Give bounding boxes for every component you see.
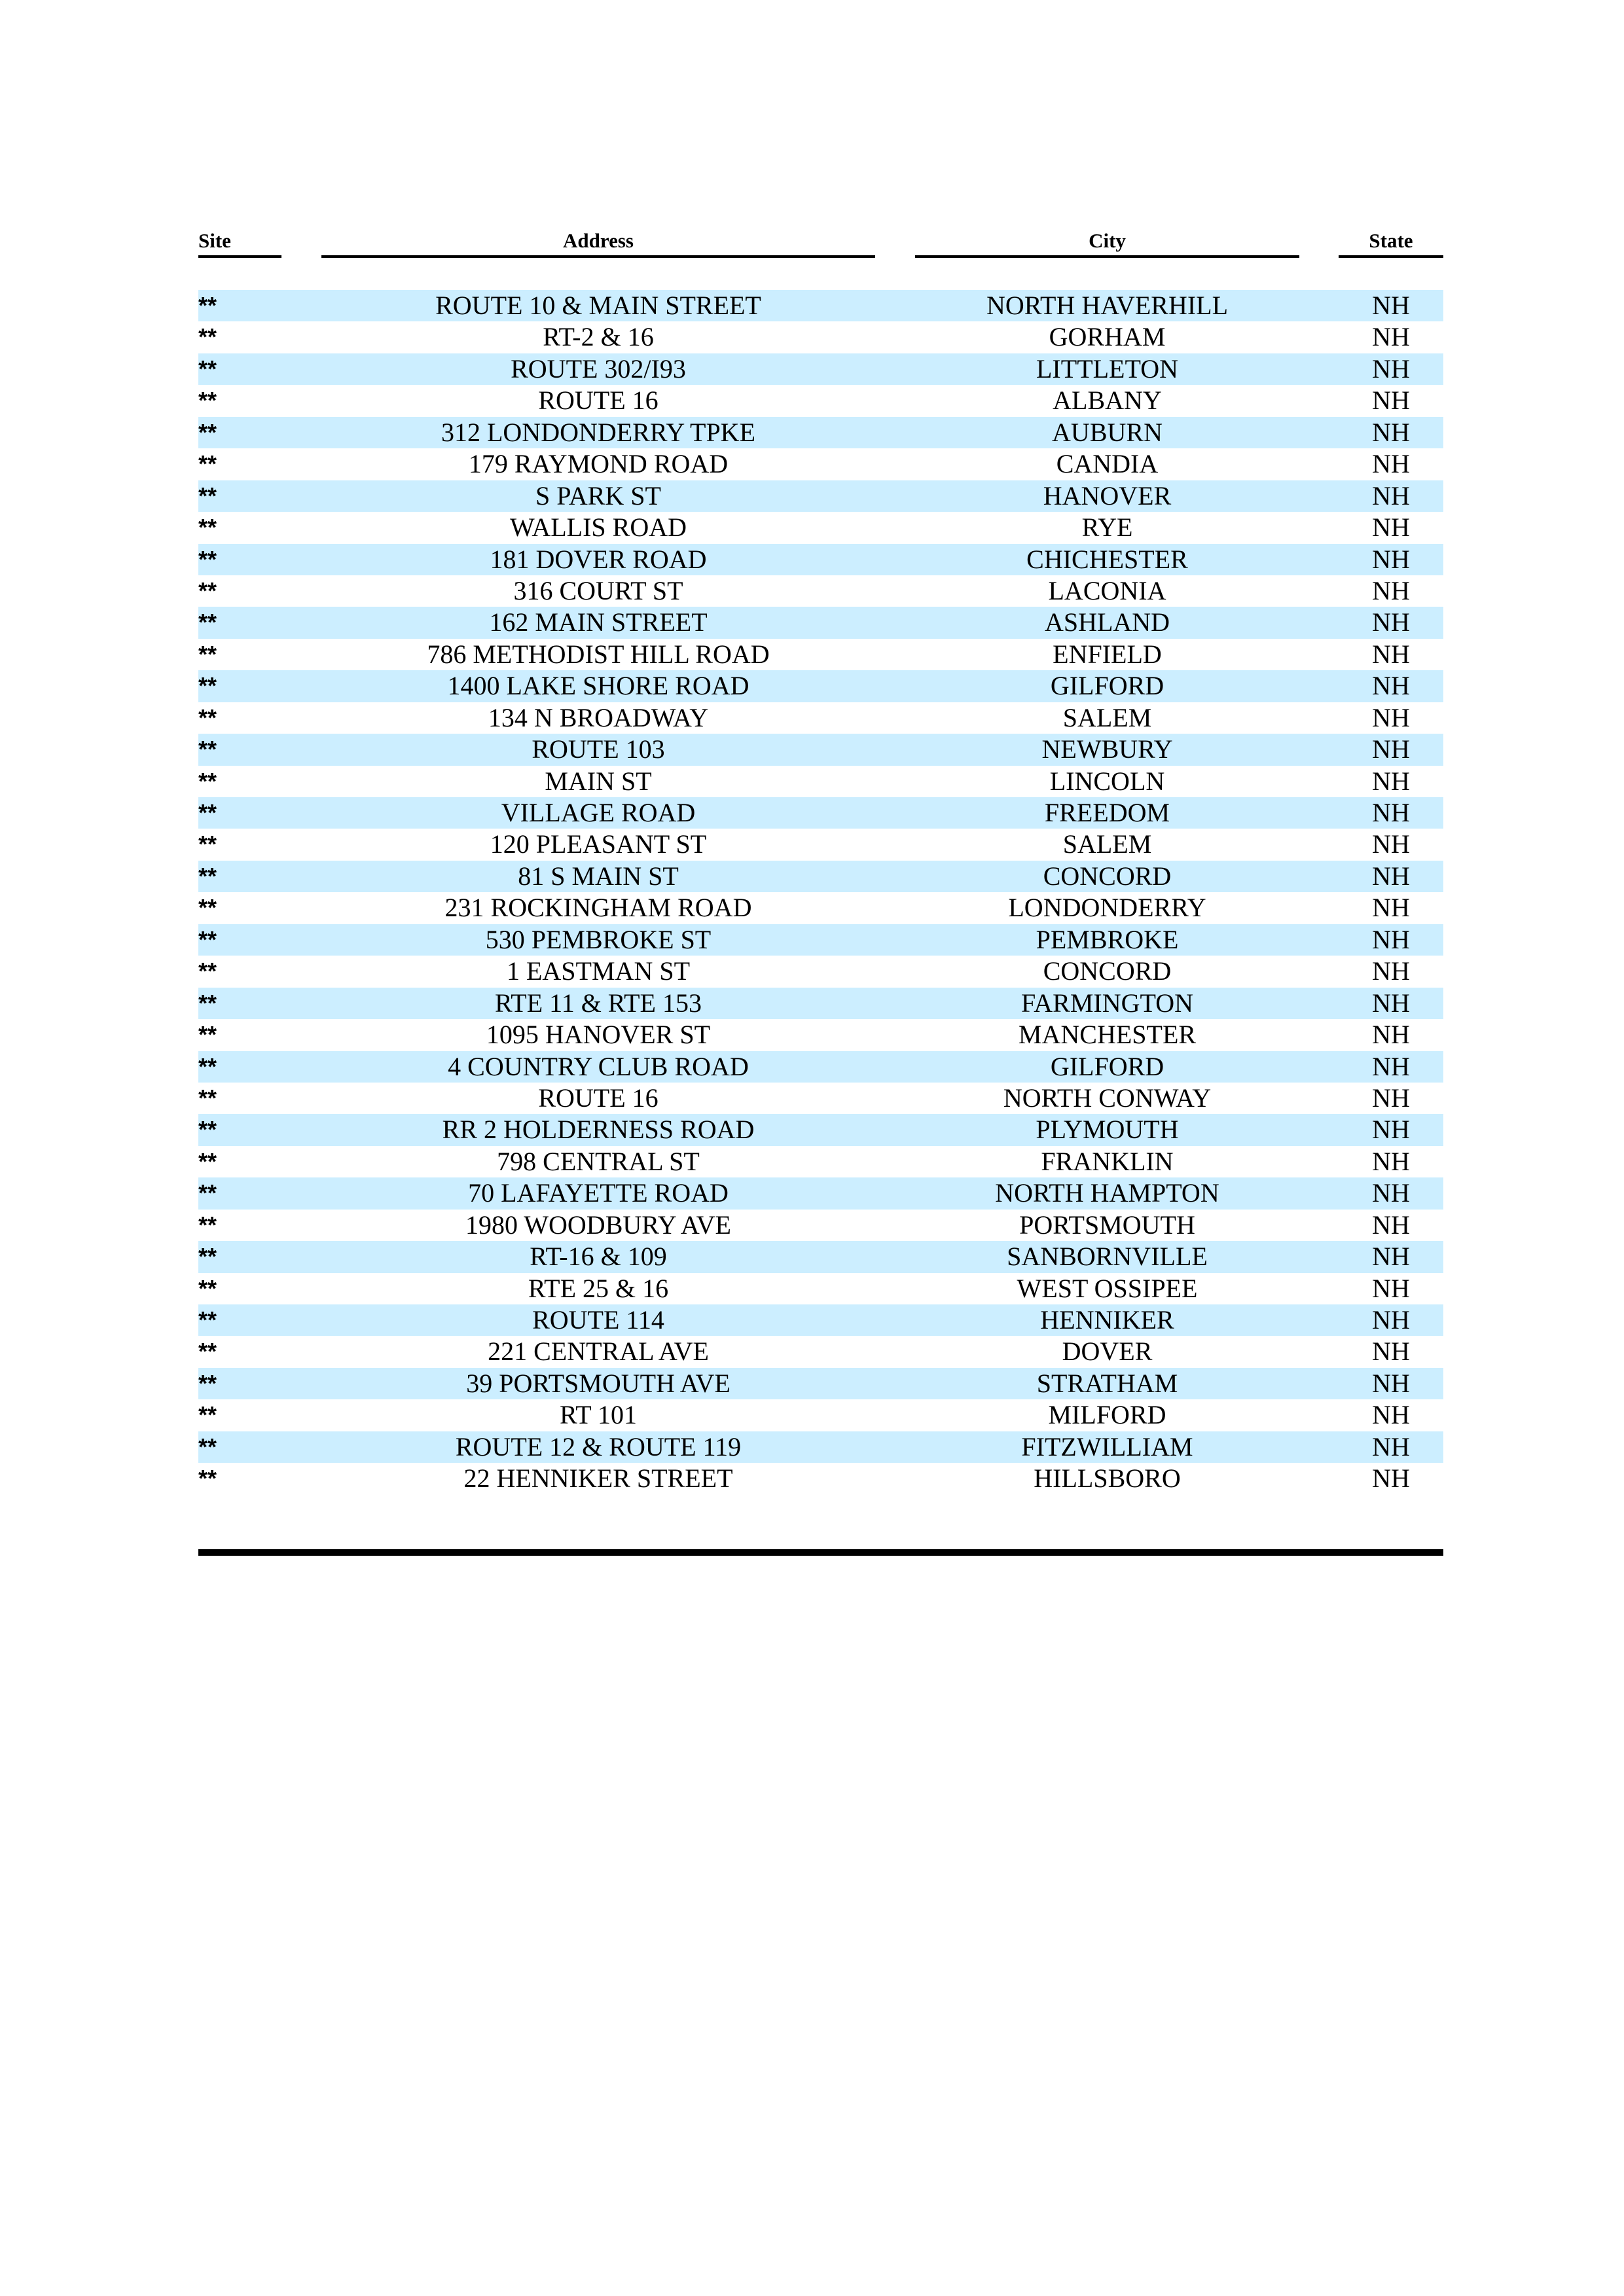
table-row	[198, 734, 1443, 765]
cell-state: NH	[1372, 861, 1410, 891]
cell-state: NH	[1372, 480, 1410, 511]
table-row	[198, 607, 1443, 638]
cell-city: RYE	[1081, 512, 1133, 543]
cell-address: 786 METHODIST HILL ROAD	[427, 639, 770, 669]
cell-site: **	[198, 577, 217, 604]
table-row	[198, 1368, 1443, 1399]
cell-city: PORTSMOUTH	[1019, 1210, 1195, 1240]
table-row	[198, 1336, 1443, 1367]
cell-address: ROUTE 16	[538, 386, 659, 416]
table-row	[198, 924, 1443, 956]
cell-site: **	[198, 482, 217, 509]
cell-site: **	[198, 514, 217, 541]
cell-site: **	[198, 1021, 217, 1049]
cell-site: **	[198, 736, 217, 763]
cell-city: MANCHESTER	[1018, 1020, 1197, 1050]
cell-city: FITZWILLIAM	[1021, 1431, 1193, 1462]
table-row	[198, 290, 1443, 321]
cell-address: 134 N BROADWAY	[488, 702, 709, 732]
cell-city: CHICHESTER	[1026, 544, 1188, 574]
cell-address: 530 PEMBROKE ST	[485, 924, 712, 954]
cell-state: NH	[1372, 353, 1410, 384]
cell-state: NH	[1372, 1178, 1410, 1208]
cell-site: **	[198, 958, 217, 985]
cell-city: ENFIELD	[1053, 639, 1162, 669]
cell-city: SALEM	[1062, 702, 1152, 732]
cell-city: HENNIKER	[1040, 1305, 1174, 1335]
cell-state: NH	[1372, 988, 1410, 1018]
table-row	[198, 1431, 1443, 1463]
cell-site: **	[198, 1211, 217, 1238]
cell-address: 39 PORTSMOUTH AVE	[466, 1368, 731, 1398]
cell-city: FARMINGTON	[1021, 988, 1193, 1018]
cell-site: **	[198, 767, 217, 795]
bottom-rule	[198, 1549, 1443, 1556]
table-row	[198, 353, 1443, 385]
cell-address: VILLAGE ROAD	[501, 798, 696, 827]
cell-city: HANOVER	[1043, 480, 1172, 511]
cell-address: 312 LONDONDERRY TPKE	[441, 417, 756, 447]
table-row	[198, 797, 1443, 829]
cell-city: GORHAM	[1049, 322, 1166, 352]
cell-city: LITTLETON	[1036, 353, 1178, 384]
cell-site: **	[198, 672, 217, 700]
header-state: State	[1339, 226, 1443, 258]
cell-city: AUBURN	[1052, 417, 1163, 447]
cell-address: 81 S MAIN ST	[518, 861, 679, 891]
cell-city: DOVER	[1062, 1336, 1153, 1367]
cell-city: LINCOLN	[1049, 766, 1165, 796]
table-row	[198, 670, 1443, 702]
table-row	[198, 1146, 1443, 1177]
table-row	[198, 639, 1443, 670]
cell-site: **	[198, 989, 217, 1016]
cell-site: **	[198, 1052, 217, 1080]
cell-state: NH	[1372, 1431, 1410, 1462]
cell-site: **	[198, 862, 217, 889]
cell-state: NH	[1372, 449, 1410, 479]
cell-site: **	[198, 545, 217, 573]
cell-state: NH	[1372, 1273, 1410, 1303]
cell-city: CONCORD	[1043, 956, 1172, 986]
table-row	[198, 417, 1443, 448]
cell-state: NH	[1372, 766, 1410, 796]
cell-city: SANBORNVILLE	[1007, 1242, 1208, 1272]
cell-address: 798 CENTRAL ST	[497, 1146, 700, 1176]
cell-state: NH	[1372, 956, 1410, 986]
cell-address: 1 EASTMAN ST	[506, 956, 691, 986]
table-row	[198, 1177, 1443, 1209]
cell-state: NH	[1372, 1020, 1410, 1050]
table-row	[198, 702, 1443, 734]
table-row	[198, 988, 1443, 1019]
cell-state: NH	[1372, 291, 1410, 320]
cell-city: SALEM	[1062, 829, 1152, 859]
table-row	[198, 448, 1443, 480]
cell-city: NORTH HAMPTON	[995, 1178, 1219, 1208]
cell-address: WALLIS ROAD	[510, 512, 687, 543]
cell-state: NH	[1372, 1336, 1410, 1367]
cell-address: 1400 LAKE SHORE ROAD	[447, 671, 749, 701]
cell-city: CANDIA	[1056, 449, 1159, 479]
cell-address: ROUTE 10 & MAIN STREET	[435, 291, 761, 320]
cell-state: NH	[1372, 924, 1410, 954]
cell-city: ALBANY	[1053, 386, 1162, 416]
cell-site: **	[198, 1147, 217, 1175]
cell-site: **	[198, 292, 217, 319]
table-header	[0, 226, 1624, 259]
table-row	[198, 1273, 1443, 1304]
cell-site: **	[198, 1465, 217, 1492]
cell-address: 231 ROCKINGHAM ROAD	[444, 893, 752, 923]
cell-site: **	[198, 1369, 217, 1397]
cell-address: RTE 25 & 16	[528, 1273, 669, 1303]
cell-site: **	[198, 1116, 217, 1143]
cell-address: 179 RAYMOND ROAD	[468, 449, 729, 479]
cell-address: 221 CENTRAL AVE	[488, 1336, 709, 1367]
cell-site: **	[198, 323, 217, 351]
cell-site: **	[198, 640, 217, 668]
cell-address: ROUTE 302/I93	[511, 353, 686, 384]
cell-address: ROUTE 12 & ROUTE 119	[455, 1431, 742, 1462]
cell-site: **	[198, 799, 217, 826]
cell-state: NH	[1372, 1400, 1410, 1430]
table-row	[198, 1399, 1443, 1431]
cell-site: **	[198, 1433, 217, 1460]
cell-city: NORTH CONWAY	[1003, 1083, 1212, 1113]
cell-address: 70 LAFAYETTE ROAD	[468, 1178, 729, 1208]
cell-site: **	[198, 1084, 217, 1111]
table-row	[198, 321, 1443, 353]
table-row	[198, 829, 1443, 860]
cell-state: NH	[1372, 734, 1410, 764]
table-row	[198, 575, 1443, 607]
cell-city: PLYMOUTH	[1036, 1115, 1179, 1145]
cell-address: 181 DOVER ROAD	[490, 544, 707, 574]
cell-state: NH	[1372, 1051, 1410, 1081]
cell-city: NORTH HAVERHILL	[986, 291, 1229, 320]
cell-address: 316 COURT ST	[513, 575, 683, 605]
cell-site: **	[198, 1243, 217, 1270]
table-row	[198, 1051, 1443, 1083]
table-row	[198, 512, 1443, 543]
cell-state: NH	[1372, 386, 1410, 416]
table-row	[198, 956, 1443, 987]
cell-site: **	[198, 355, 217, 382]
table-row	[198, 385, 1443, 416]
table-row	[198, 1463, 1443, 1494]
cell-city: FRANKLIN	[1041, 1146, 1174, 1176]
cell-site: **	[198, 1306, 217, 1333]
cell-state: NH	[1372, 1463, 1410, 1494]
cell-city: LONDONDERRY	[1008, 893, 1206, 923]
cell-state: NH	[1372, 829, 1410, 859]
cell-site: **	[198, 609, 217, 636]
cell-city: MILFORD	[1048, 1400, 1166, 1430]
header-address: Address	[321, 226, 875, 258]
cell-address: 22 HENNIKER STREET	[463, 1463, 733, 1494]
cell-city: ASHLAND	[1044, 607, 1170, 637]
cell-address: 162 MAIN STREET	[489, 607, 708, 637]
cell-site: **	[198, 894, 217, 922]
cell-city: NEWBURY	[1041, 734, 1173, 764]
cell-city: GILFORD	[1050, 671, 1164, 701]
cell-state: NH	[1372, 1210, 1410, 1240]
cell-city: GILFORD	[1050, 1051, 1164, 1081]
cell-state: NH	[1372, 639, 1410, 669]
cell-state: NH	[1372, 1083, 1410, 1113]
cell-address: ROUTE 16	[538, 1083, 659, 1113]
cell-address: MAIN ST	[545, 766, 652, 796]
cell-address: S PARK ST	[535, 480, 661, 511]
table-row	[198, 766, 1443, 797]
cell-site: **	[198, 831, 217, 858]
cell-address: RTE 11 & RTE 153	[495, 988, 702, 1018]
table-row	[198, 861, 1443, 892]
cell-site: **	[198, 1274, 217, 1302]
cell-city: FREEDOM	[1044, 798, 1170, 827]
table-row	[198, 1241, 1443, 1272]
cell-city: HILLSBORO	[1034, 1463, 1181, 1494]
cell-address: RR 2 HOLDERNESS ROAD	[442, 1115, 755, 1145]
cell-address: 120 PLEASANT ST	[490, 829, 707, 859]
cell-state: NH	[1372, 893, 1410, 923]
cell-state: NH	[1372, 607, 1410, 637]
cell-address: RT-2 & 16	[543, 322, 654, 352]
table-row	[198, 892, 1443, 924]
table-row	[198, 1304, 1443, 1336]
table-row	[198, 1210, 1443, 1241]
cell-state: NH	[1372, 1305, 1410, 1335]
cell-state: NH	[1372, 1242, 1410, 1272]
cell-state: NH	[1372, 575, 1410, 605]
cell-site: **	[198, 925, 217, 953]
cell-address: 4 COUNTRY CLUB ROAD	[448, 1051, 749, 1081]
cell-address: 1095 HANOVER ST	[486, 1020, 711, 1050]
header-city: City	[915, 226, 1299, 258]
cell-city: PEMBROKE	[1036, 924, 1179, 954]
table-row	[198, 1019, 1443, 1050]
cell-state: NH	[1372, 671, 1410, 701]
cell-state: NH	[1372, 544, 1410, 574]
cell-site: **	[198, 704, 217, 731]
cell-address: RT 101	[560, 1400, 637, 1430]
table-row	[198, 480, 1443, 512]
table-body	[198, 290, 1443, 1495]
cell-address: 1980 WOODBURY AVE	[465, 1210, 731, 1240]
header-site: Site	[198, 226, 281, 258]
table-row	[198, 544, 1443, 575]
table-row	[198, 1083, 1443, 1114]
cell-site: **	[198, 1401, 217, 1429]
cell-city: CONCORD	[1043, 861, 1172, 891]
cell-address: RT-16 & 109	[530, 1242, 667, 1272]
cell-state: NH	[1372, 322, 1410, 352]
cell-site: **	[198, 1338, 217, 1365]
cell-site: **	[198, 418, 217, 446]
cell-state: NH	[1372, 1146, 1410, 1176]
cell-city: STRATHAM	[1036, 1368, 1178, 1398]
cell-city: WEST OSSIPEE	[1017, 1273, 1198, 1303]
cell-state: NH	[1372, 702, 1410, 732]
cell-site: **	[198, 387, 217, 414]
table-row	[198, 1114, 1443, 1145]
cell-site: **	[198, 1179, 217, 1207]
cell-state: NH	[1372, 1115, 1410, 1145]
cell-city: LACONIA	[1048, 575, 1166, 605]
cell-state: NH	[1372, 798, 1410, 827]
cell-address: ROUTE 103	[532, 734, 665, 764]
cell-state: NH	[1372, 417, 1410, 447]
cell-address: ROUTE 114	[532, 1305, 664, 1335]
cell-state: NH	[1372, 512, 1410, 543]
cell-state: NH	[1372, 1368, 1410, 1398]
cell-site: **	[198, 450, 217, 478]
